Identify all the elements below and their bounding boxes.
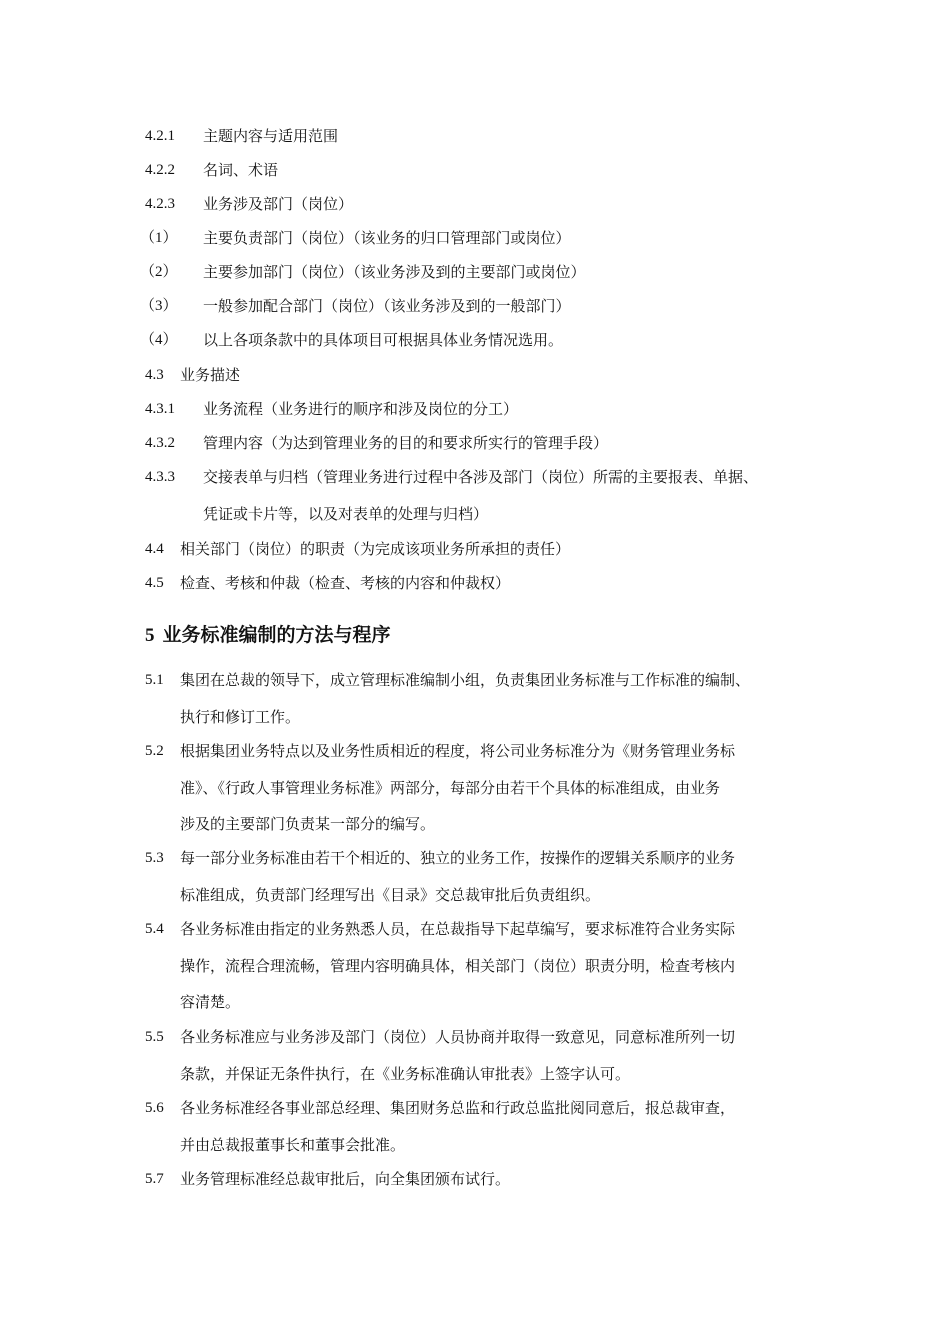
sub-item-text: 主要参加部门（岗位）（该业务涉及到的主要部门或岗位）: [203, 263, 586, 281]
clause-number: 4.3.3: [145, 469, 175, 485]
clause-text: 业务描述: [180, 366, 241, 384]
clause-text: 执行和修订工作。: [180, 708, 301, 726]
clause-text: 涉及的主要部门负责某一部分的编写。: [180, 815, 436, 833]
clause-text: 每一部分业务标准由若干个相近的、独立的业务工作，按操作的逻辑关系顺序的业务: [180, 849, 736, 867]
clause-text: 凭证或卡片等，以及对表单的处理与归档）: [203, 505, 489, 523]
clause-text: 各业务标准经各事业部总经理、集团财务总监和行政总监批阅同意后，报总裁审查，: [180, 1099, 736, 1117]
section-heading: [145, 622, 391, 649]
clause-text: 业务涉及部门（岗位）: [203, 195, 354, 213]
clause-number: 4.2.3: [145, 196, 175, 212]
clause-number: 5.1: [145, 672, 164, 688]
clause-text: 准》、《行政人事管理业务标准》两部分，每部分由若干个具体的标准组成，由业务: [180, 779, 721, 797]
clause-text: 集团在总裁的领导下，成立管理标准编制小组，负责集团业务标准与工作标准的编制、: [180, 671, 751, 689]
clause-text: 相关部门（岗位）的职责（为完成该项业务所承担的责任）: [180, 540, 571, 558]
clause-number: 5.5: [145, 1029, 164, 1045]
sub-item-text: 以上各项条款中的具体项目可根据具体业务情况选用。: [203, 331, 564, 349]
clause-number: 4.2.1: [145, 128, 175, 144]
clause-text: 并由总裁报董事长和董事会批准。: [180, 1136, 406, 1154]
clause-number: 4.2.2: [145, 162, 175, 178]
sub-item-text: 主要负责部门（岗位）（该业务的归口管理部门或岗位）: [203, 229, 571, 247]
clause-text: 根据集团业务特点以及业务性质相近的程度，将公司业务标准分为《财务管理业务标: [180, 742, 736, 760]
clause-number: 4.5: [145, 575, 164, 591]
sub-item-text: 一般参加配合部门（岗位）（该业务涉及到的一般部门）: [203, 297, 571, 315]
clause-number: 4.3.1: [145, 401, 175, 417]
sub-item-number: （4）: [140, 332, 178, 348]
clause-text: 操作，流程合理流畅，管理内容明确具体，相关部门（岗位）职责分明，检查考核内: [180, 957, 736, 975]
clause-text: 名词、术语: [203, 161, 279, 179]
clause-text: 标准组成，负责部门经理写出《目录》交总裁审批后负责组织。: [180, 886, 601, 904]
clause-text: 交接表单与归档（管理业务进行过程中各涉及部门（岗位）所需的主要报表、单据、: [203, 468, 759, 486]
sub-item-number: （3）: [140, 298, 178, 314]
sub-item-number: （2）: [140, 264, 178, 280]
clause-text: 业务管理标准经总裁审批后，向全集团颁布试行。: [180, 1170, 511, 1188]
clause-number: 4.3.2: [145, 435, 175, 451]
clause-text: 主题内容与适用范围: [203, 127, 339, 145]
clause-text: 各业务标准由指定的业务熟悉人员，在总裁指导下起草编写，要求标准符合业务实际: [180, 920, 736, 938]
clause-text: 条款，并保证无条件执行，在《业务标准确认审批表》上签字认可。: [180, 1065, 631, 1083]
clause-number: 5.3: [145, 850, 164, 866]
clause-number: 5.7: [145, 1171, 164, 1187]
clause-text: 各业务标准应与业务涉及部门（岗位）人员协商并取得一致意见，同意标准所列一切: [180, 1028, 736, 1046]
clause-text: 管理内容（为达到管理业务的目的和要求所实行的管理手段）: [203, 434, 609, 452]
clause-number: 4.3: [145, 367, 164, 383]
heading-number: 5: [145, 625, 155, 646]
clause-number: 5.2: [145, 743, 164, 759]
clause-text: 检查、考核和仲裁（检查、考核的内容和仲裁权）: [180, 574, 511, 592]
clause-number: 5.6: [145, 1100, 164, 1116]
sub-item-number: （1）: [140, 230, 178, 246]
clause-text: 业务流程（业务进行的顺序和涉及岗位的分工）: [203, 400, 519, 418]
heading-text: 业务标准编制的方法与程序: [162, 624, 391, 646]
clause-number: 5.4: [145, 921, 164, 937]
clause-number: 4.4: [145, 541, 164, 557]
clause-text: 容清楚。: [180, 993, 241, 1011]
